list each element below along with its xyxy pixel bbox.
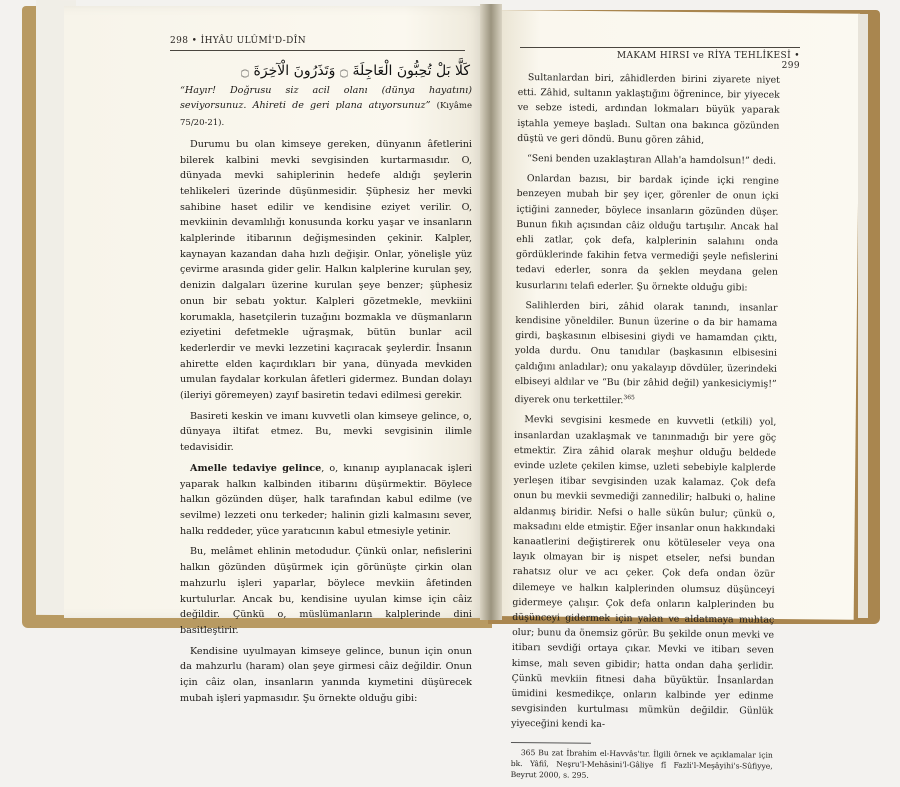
right-page-text: [511, 70, 780, 787]
paragraph: Kendisine uyulmayan kimseye gelince, bunun için onun da mahzurlu (haram) olan şeye girmesi câiz değildir. Onun için câiz olan, insanların yanında kıymetini düşürecek mubah işleri yapmasıdır. Şu örnekte olduğu gibi:: [180, 645, 472, 704]
right-running-header: [600, 51, 800, 71]
left-running-header: [170, 36, 470, 46]
paragraph: Sultanlardan biri, zâhidlerden birini ziyarete niyet etti. Zâhid, sultanın yaklaştığını öğrenince, bir yiyecek ve sebze istedi, ardından lokmaları büyük yaparak iştahla yemeye başladı. Sultan ona bakınca gözünden düştü ve geri döndü. Bunu gören zâhid,: [517, 72, 780, 146]
right-header-rule: [520, 47, 800, 48]
footnote: 365 Bu zat İbrahim el-Havvâs'tır. İlgili örnek ve açıklamalar için bk. Yâfiî, Neşru'l-Mehâsini'l-Gâliye fî Fazli'l-Meşâyihi's-Sûfiyye, Beyrut 2000, s. 295.: [510, 747, 773, 780]
paragraph: Durumu bu olan kimseye gereken, dünyanın âfetlerini bilerek kalbini mevki sevgisinden kurtarmasıdır. O, dünyada mevki sahiplerinin hedefe aldığı şeylerin tehlikeleri üzerinde düşünmesidir. Şüphesiz her mevki sahibine haset edilir ve kendisine eziyet verilir. O, mevkiinin devamlılığı konusunda korku yaşar ve insanların kalplerinde itibarının değişmesinden çekinir. Kalpler, kaynayan kazandan daha hızlı değişir. Onlar, yönelişle yüz çevirme arasında gider gelir. Halkın kalplerine kurulan şey, denizin dalgaları üzerine kurulan şeye benzer; şüphesiz onun bir sebatı yoktur. Kalpleri gözetmekle, mevkiini korumakla, hasetçilerin tuzağını bozmakla ve düşmanların eziyetini defetmekle uğraşmak, bütün bunlar acil kederlerdir ve mevki lezzetini kaçıracak şeylerdir. İnsanın ahirette elden kaçırdıkları bir yana, dünyada mevkiden umulan faydalar korkulan âfetleri gidermez. Bundan dolayı (ileriyi göremeyen) zayıf basiretin tedavi edilmesi gerekir.: [180, 138, 472, 402]
footnote-rule: [511, 742, 591, 744]
paragraph: Basireti keskin ve imanı kuvvetli olan kimseye gelince, o, dünyaya iltifat etmez. Bu, mevki sevgisinin ilimle tedavisidir.: [180, 410, 472, 454]
verse-translation: [180, 83, 472, 132]
book-gutter: [480, 4, 502, 620]
verse-reference: (Kıyâme 75/20-21).: [180, 101, 472, 129]
paragraph: “Seni benden uzaklaştıran Allah'a hamdolsun!” dedi.: [527, 153, 777, 167]
left-header-rule: [170, 50, 465, 51]
footnote-marker: 365: [623, 394, 635, 402]
paragraph: [514, 298, 777, 410]
right-header-text: MAKAM HIRSI ve RİYA TEHLİKESİ • 299: [616, 51, 800, 71]
bold-lead: Amelle tedaviye gelince: [190, 462, 322, 474]
page-edges-right: [858, 14, 868, 618]
arabic-verse: كَلَّا بَلْ تُحِبُّونَ الْعَاجِلَةَ ۝ وَتَذَرُونَ الْآخِرَةَ ۝: [240, 63, 470, 79]
left-header-text: 298 • İHYÂU ULÛMİ'D-DÎN: [170, 36, 306, 46]
paragraph: Bu, melâmet ehlinin metodudur. Çünkü onlar, nefislerini halkın gözünden düşürmek için görünüşte çirkin olan mahzurlu işleri yaparlar, böylece mevkiin âfetinden kurtulurlar. Ancak bu, kendisine uyulan kimse için câiz değildir. Çünkü o, müslümanların kalplerinde dini basitleştirir.: [180, 546, 472, 636]
left-page-text: [180, 64, 472, 711]
paragraph: [180, 461, 472, 540]
paragraph: Onlardan bazısı, bir bardak içinde içki rengine benzeyen mubah bir şey içer, görenler de onun içki içtiğini zanneder, böylece insanların gözünden düşer. Bunun fıkıh açısından câiz olduğu tartışılır. Ancak hal ehli zatlar, çok defa, kalplerinin salahını onda gördüklerinde fakihin fetva vermediği şeyle nefislerini tedavi ederler, sonra da şeklen meydana gelen kusurlarını telafi ederler. Şu örnekte olduğu gibi:: [515, 173, 779, 294]
paragraph-rest: , o, kınanıp ayıplanacak işleri yaparak halkın kalbinden itibarını düşürmektir. Böylece halkın gözünden düşer, halk tarafından kabul edilme (ve sevilme) lezzeti onu terkeder; halinin gizli kalmasını sever, halkı reddeder, yüce yaratıcının kabul etmesiyle yetinir.: [180, 462, 473, 537]
paragraph: Mevki sevgisini kesmede en kuvvetli (etkili) yol, insanlardan uzaklaşmak ve tanınmadığı bir yere göç etmektir. Zira zâhid olarak meşhur olduğu beldede evinde uzlete çekilen kimse, uzleti sebebiyle kalplerde yerleşen itibar sevgisinden uzak kalamaz. Çok defa onun bu mevkii sevmediği zannedilir; halbuki o, haline aldanmış biridir. Nefsi o halle sükûn bulur; çünkü o, maksadını elde etmiştir. Eğer insanlar onun hakkındaki kanaatlerini değiştirerek onu kötüleseler veya ona layık olmayan bir iş nispet etseler, nefsi bundan rahatsız olur ve acı çeker. Çok defa ondan özür dilemeye ve halkın kalplerinden olumsuz düşünceyi gidermeye çalışır. Çok defa onların kalplerinden bu düşünceyi gidermek için yalan ve aldatmaya muhtaç olur; bunu da önemsiz görür. Bu şekilde onun mevki ve itibarı sevdiği ortaya çıkar. Mevki ve itibarı seven kimse, malı seven gibidir; hatta ondan daha şerlidir. Çünkü mevkiin fitnesi daha büyüktür. İnsanlardan ümidini kesmedikçe, onların kalbinde yer edinme sevgisinden kurtulması mümkün değildir. Günlük yiyeceğini kendi ka-: [511, 414, 777, 731]
paragraph-text: Salihlerden biri, zâhid olarak tanındı, insanlar kendisine yöneldiler. Bunun üzerine o da bir hamama girdi, başkasının elbisesini giydi ve hamamdan çıktı, yolda durdu. Onu tanıdılar (başkasının elbisesini çaldığını anladılar); onu yakalayıp dövdüler, üzerindeki elbiseyi aldılar ve “Bu (bir zâhid değil) yankesiciymiş!” diyerek onu terkettiler.: [514, 299, 778, 407]
verse-text: “Hayır! Doğrusu siz acil olanı (dünya hayatını) seviyorsunuz. Ahireti de geri plana atıyorsunuz”: [180, 84, 472, 112]
